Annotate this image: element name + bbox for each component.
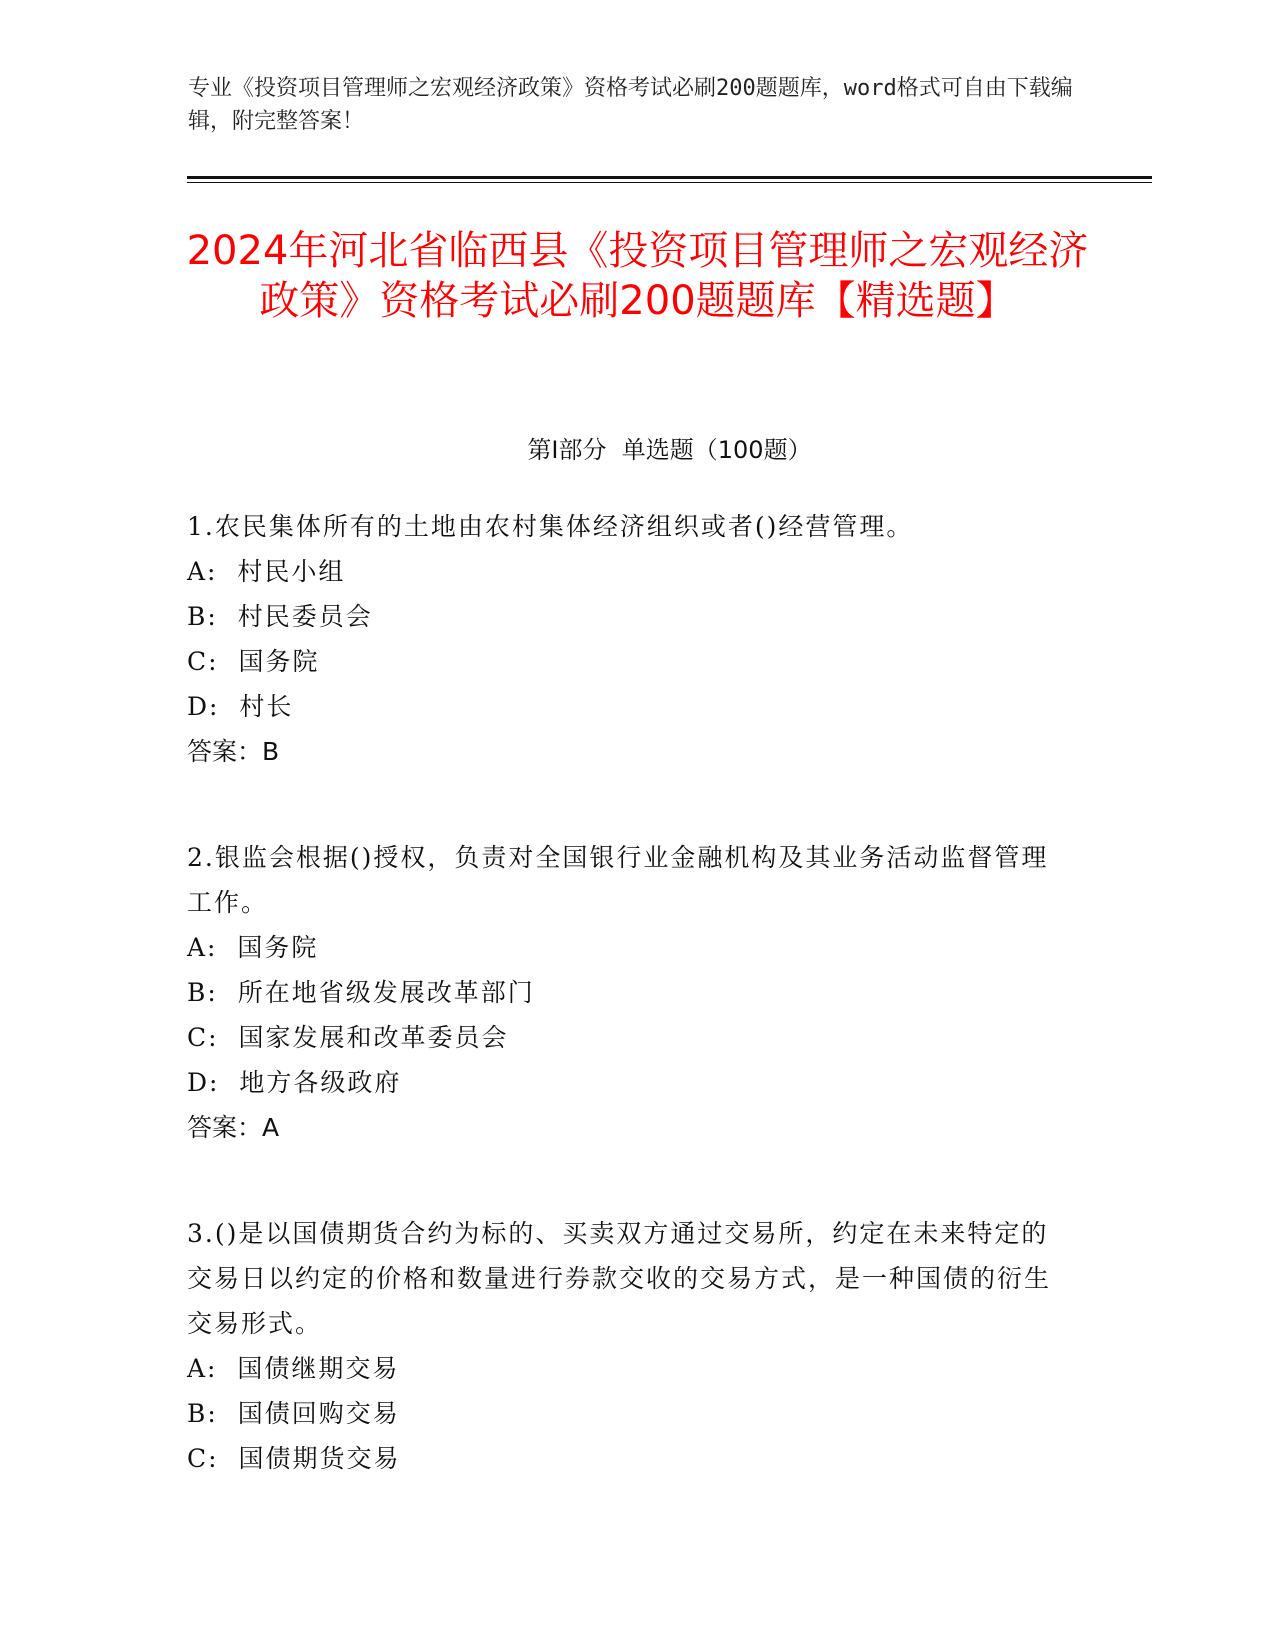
question-1	[187, 504, 1067, 774]
header-note: 专业《投资项目管理师之宏观经济政策》资格考试必刷200题题库，word格式可自由下载编辑，附完整答案！	[188, 76, 1073, 134]
document-title: 2024年河北省临西县《投资项目管理师之宏观经济政策》资格考试必刷200题题库【精选题】	[186, 228, 1089, 324]
question-option-b: B: 所在地省级发展改革部门	[187, 978, 535, 1007]
question-3	[187, 1211, 1067, 1481]
section-name: 单选题（100题）	[621, 436, 812, 464]
question-option-d: D: 地方各级政府	[187, 1068, 402, 1097]
question-2	[187, 835, 1067, 1150]
section-label: 第I部分	[527, 436, 607, 464]
question-option-b: B: 村民委员会	[187, 602, 373, 631]
question-option-c: C: 国务院	[187, 647, 320, 676]
question-text: 2.银监会根据()授权，负责对全国银行业金融机构及其业务活动监督管理工作。	[187, 843, 1049, 917]
question-option-c: C: 国家发展和改革委员会	[187, 1023, 509, 1052]
question-text: 3.()是以国债期货合约为标的、买卖双方通过交易所，约定在未来特定的交易日以约定的价格和数量进行券款交收的交易方式，是一种国债的衍生交易形式。	[187, 1219, 1052, 1338]
question-option-a: A: 村民小组	[187, 557, 346, 586]
question-option-c: C: 国债期货交易	[187, 1444, 401, 1473]
question-option-a: A: 国债继期交易	[187, 1354, 400, 1383]
question-answer: 答案：A	[187, 1113, 280, 1142]
header-divider-thin	[187, 182, 1152, 183]
question-answer: 答案：B	[187, 737, 280, 766]
question-text: 1.农民集体所有的土地由农村集体经济组织或者()经营管理。	[187, 512, 914, 541]
header-divider-thick	[187, 176, 1152, 179]
question-option-a: A: 国务院	[187, 933, 319, 962]
section-heading	[187, 433, 1152, 467]
question-option-b: B: 国债回购交易	[187, 1399, 400, 1428]
question-option-d: D: 村长	[187, 692, 294, 721]
